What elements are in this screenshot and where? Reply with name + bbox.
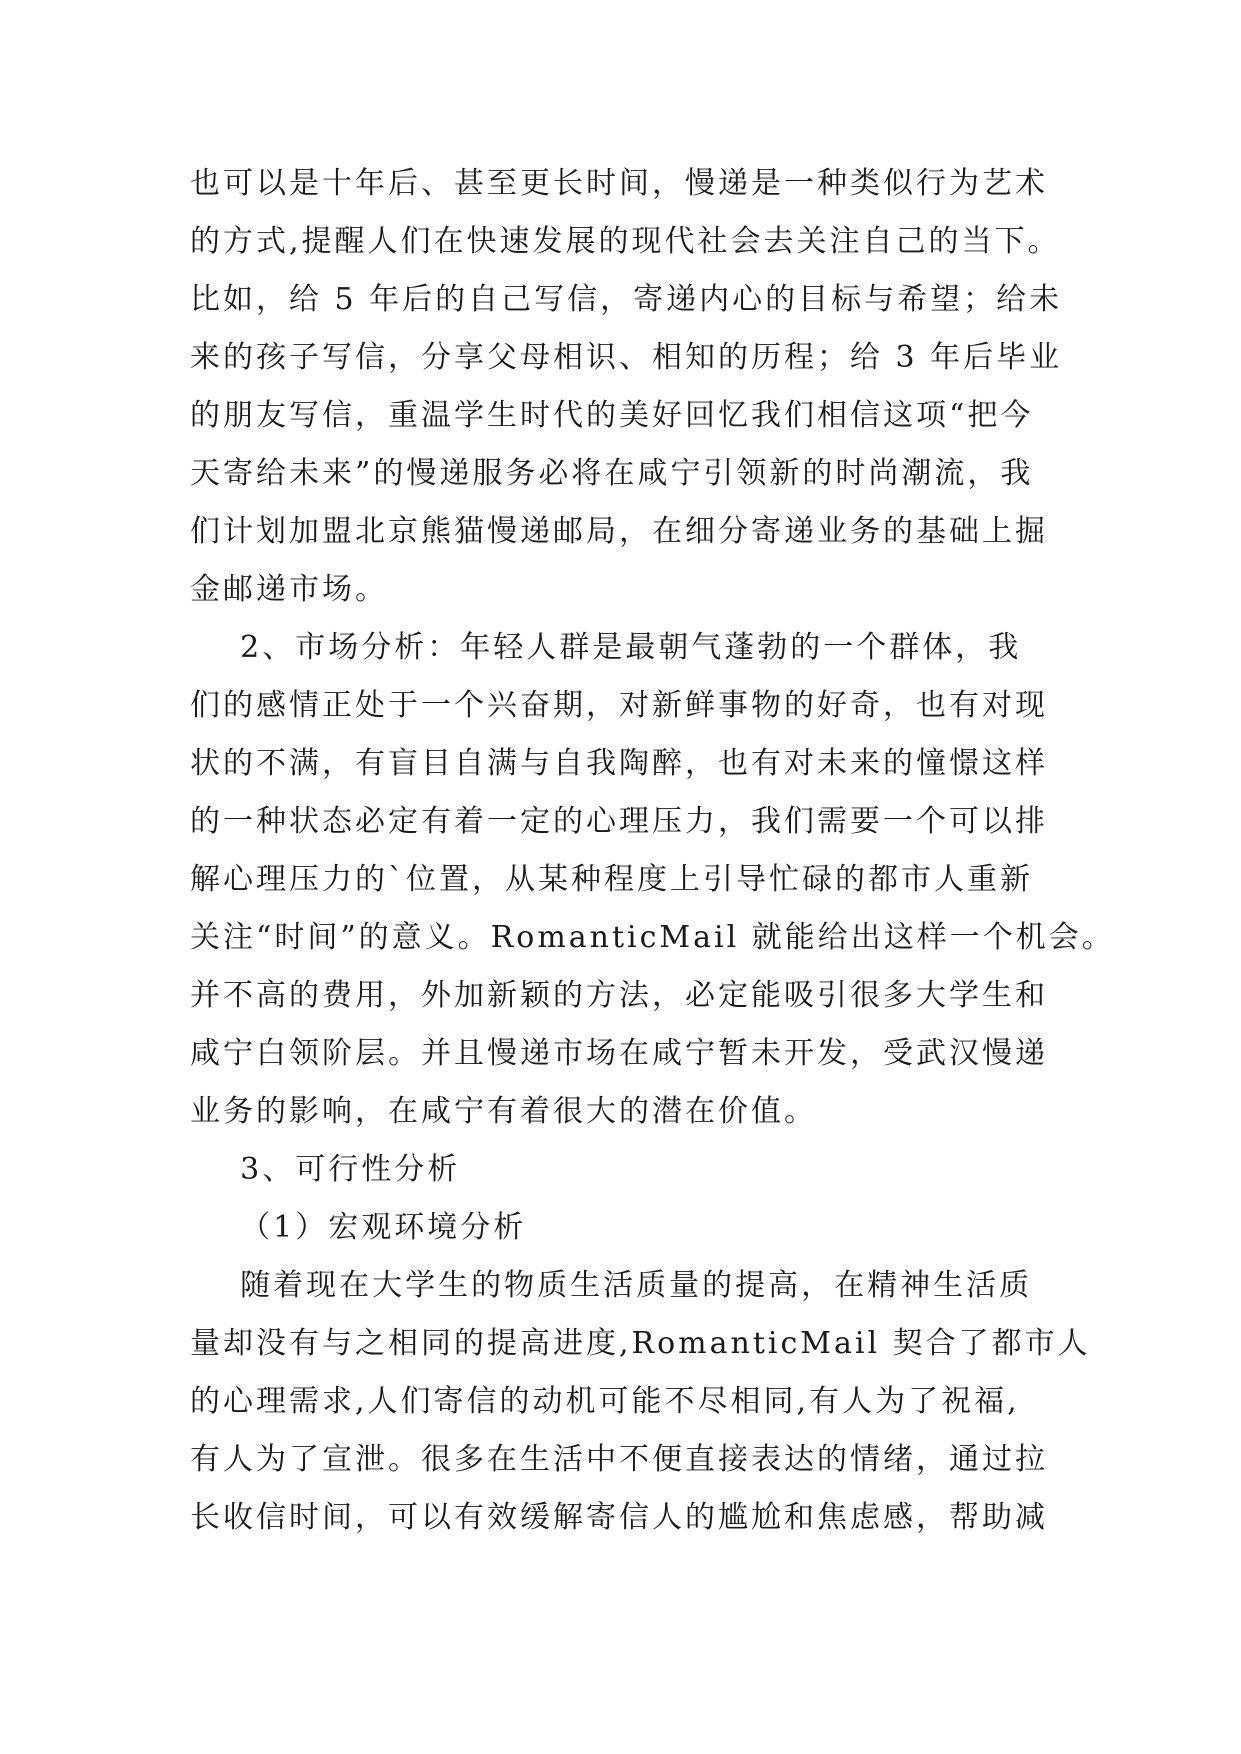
text-line: 并不高的费用，外加新颖的方法，必定能吸引很多大学生和	[190, 978, 1048, 1013]
text-line: 比如，给 5 年后的自己写信，寄递内心的目标与希望；给未	[190, 282, 1063, 317]
text-line: 3、可行性分析	[190, 1152, 461, 1187]
text-line: 咸宁白领阶层。并且慢递市场在咸宁暂未开发，受武汉慢递	[190, 1036, 1048, 1071]
text-line: 状的不满，有盲目自满与自我陶醉，也有对未来的憧憬这样	[190, 746, 1048, 781]
text-line: 的朋友写信，重温学生时代的美好回忆我们相信这项“把今	[190, 398, 1034, 433]
text-line: 来的孩子写信，分享父母相识、相知的历程；给 3 年后毕业	[190, 340, 1063, 375]
text-line: 长收信时间，可以有效缓解寄信人的尴尬和焦虑感，帮助减	[190, 1500, 1048, 1535]
text-line: 金邮递市场。	[190, 572, 388, 607]
text-line: 的心理需求,人们寄信的动机可能不尽相同,有人为了祝福,	[190, 1384, 1020, 1419]
text-line: 也可以是十年后、甚至更长时间，慢递是一种类似行为艺术	[190, 166, 1048, 201]
text-line: 们的感情正处于一个兴奋期，对新鲜事物的好奇，也有对现	[190, 688, 1048, 723]
text-line: 解心理压力的`位置，从某种程度上引导忙碌的都市人重新	[190, 862, 1033, 897]
text-line: 们计划加盟北京熊猫慢递邮局，在细分寄递业务的基础上掘	[190, 514, 1048, 549]
text-line: （1）宏观环境分析	[190, 1210, 527, 1245]
text-line: 关注“时间”的意义。RomanticMail 就能给出这样一个机会。	[190, 920, 1115, 955]
text-line: 有人为了宣泄。很多在生活中不便直接表达的情绪，通过拉	[190, 1442, 1048, 1477]
text-line: 的一种状态必定有着一定的心理压力，我们需要一个可以排	[190, 804, 1048, 839]
text-line: 随着现在大学生的物质生活质量的提高，在精神生活质	[190, 1268, 1033, 1303]
text-line: 量却没有与之相同的提高进度,RomanticMail 契合了都市人	[190, 1326, 1091, 1361]
text-line: 天寄给未来”的慢递服务必将在咸宁引领新的时尚潮流，我	[190, 456, 1034, 491]
text-line: 2、市场分析：年轻人群是最朝气蓬勃的一个群体，我	[190, 630, 1022, 665]
text-line: 业务的影响，在咸宁有着很大的潜在价值。	[190, 1094, 817, 1129]
body-text	[190, 155, 1115, 1547]
text-line: 的方式,提醒人们在快速发展的现代社会去关注自己的当下。	[190, 224, 1061, 259]
